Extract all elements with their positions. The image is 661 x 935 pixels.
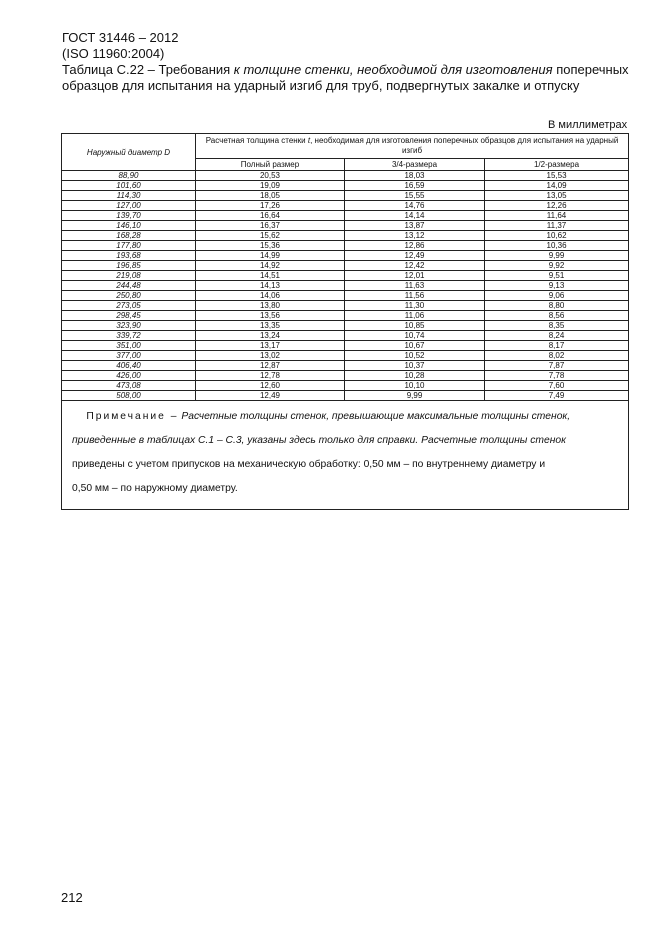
- cell-full-size: 16,64: [196, 211, 345, 221]
- cell-full-size: 12,78: [196, 371, 345, 381]
- table-row: [62, 321, 629, 331]
- cell-half: 9,13: [485, 281, 629, 291]
- table-caption: [62, 62, 632, 94]
- cell-half: 10,36: [485, 241, 629, 251]
- cell-three-quarter: 10,28: [345, 371, 485, 381]
- cell-half: 8,02: [485, 351, 629, 361]
- table-row: [62, 241, 629, 251]
- cell-half: 7,49: [485, 391, 629, 401]
- table-row: [62, 221, 629, 231]
- table-row: [62, 211, 629, 221]
- thickness-header-post: , необходимая для изготовления поперечных образцов для испытания на ударный изгиб: [310, 136, 619, 155]
- note-line1-text: Расчетные толщины стенок, превышающие максимальные толщины стенок,: [181, 411, 571, 422]
- cell-half: 9,99: [485, 251, 629, 261]
- cell-full-size: 13,24: [196, 331, 345, 341]
- cell-full-size: 14,92: [196, 261, 345, 271]
- cell-half: 12,26: [485, 201, 629, 211]
- col-header-three-quarter: 3/4-размера: [345, 159, 485, 171]
- table-row: [62, 331, 629, 341]
- cell-half: 11,37: [485, 221, 629, 231]
- cell-half: 13,05: [485, 191, 629, 201]
- cell-half: 8,35: [485, 321, 629, 331]
- cell-full-size: 17,26: [196, 201, 345, 211]
- note-line-1: [72, 405, 620, 429]
- cell-full-size: 13,80: [196, 301, 345, 311]
- cell-three-quarter: 12,49: [345, 251, 485, 261]
- cell-diameter: 88,90: [62, 171, 196, 181]
- cell-diameter: 146,10: [62, 221, 196, 231]
- table-row: [62, 371, 629, 381]
- cell-diameter: 250,80: [62, 291, 196, 301]
- cell-three-quarter: 11,56: [345, 291, 485, 301]
- iso-reference: (ISO 11960:2004): [62, 46, 165, 61]
- table-row: [62, 171, 629, 181]
- table-row: [62, 391, 629, 401]
- cell-full-size: 14,06: [196, 291, 345, 301]
- cell-three-quarter: 10,52: [345, 351, 485, 361]
- cell-three-quarter: 13,12: [345, 231, 485, 241]
- cell-full-size: 13,17: [196, 341, 345, 351]
- cell-three-quarter: 18,03: [345, 171, 485, 181]
- cell-diameter: 339,72: [62, 331, 196, 341]
- table-row: [62, 361, 629, 371]
- cell-three-quarter: 10,10: [345, 381, 485, 391]
- cell-three-quarter: 10,85: [345, 321, 485, 331]
- cell-half: 9,51: [485, 271, 629, 281]
- cell-three-quarter: 11,30: [345, 301, 485, 311]
- page-header: [62, 30, 632, 94]
- note-heading: Примечание –: [86, 411, 179, 422]
- cell-three-quarter: 11,06: [345, 311, 485, 321]
- cell-diameter: 139,70: [62, 211, 196, 221]
- cell-diameter: 508,00: [62, 391, 196, 401]
- cell-full-size: 20,53: [196, 171, 345, 181]
- cell-half: 9,06: [485, 291, 629, 301]
- cell-full-size: 19,09: [196, 181, 345, 191]
- cell-half: 8,56: [485, 311, 629, 321]
- cell-three-quarter: 14,14: [345, 211, 485, 221]
- cell-diameter: 244,48: [62, 281, 196, 291]
- cell-diameter: 323,90: [62, 321, 196, 331]
- table-row: [62, 271, 629, 281]
- cell-full-size: 18,05: [196, 191, 345, 201]
- note-line-4: 0,50 мм – по наружному диаметру.: [72, 483, 238, 494]
- table-row: [62, 351, 629, 361]
- cell-half: 14,09: [485, 181, 629, 191]
- cell-full-size: 12,49: [196, 391, 345, 401]
- cell-diameter: 168,28: [62, 231, 196, 241]
- table-row: [62, 261, 629, 271]
- units-label: В миллиметрах: [548, 119, 628, 131]
- cell-half: 8,17: [485, 341, 629, 351]
- cell-three-quarter: 10,37: [345, 361, 485, 371]
- table-row: [62, 301, 629, 311]
- cell-half: 7,87: [485, 361, 629, 371]
- cell-diameter: 426,00: [62, 371, 196, 381]
- table-row: [62, 281, 629, 291]
- col-header-diameter: Наружный диаметр D: [62, 134, 196, 171]
- table-note: [62, 401, 629, 510]
- cell-half: 7,78: [485, 371, 629, 381]
- cell-three-quarter: 12,86: [345, 241, 485, 251]
- cell-three-quarter: 13,87: [345, 221, 485, 231]
- cell-three-quarter: 15,55: [345, 191, 485, 201]
- cell-full-size: 16,37: [196, 221, 345, 231]
- cell-three-quarter: 10,74: [345, 331, 485, 341]
- cell-full-size: 15,36: [196, 241, 345, 251]
- cell-half: 9,92: [485, 261, 629, 271]
- cell-full-size: 13,35: [196, 321, 345, 331]
- thickness-header-t: t: [307, 136, 311, 145]
- cell-three-quarter: 11,63: [345, 281, 485, 291]
- wall-thickness-table: [61, 133, 629, 510]
- cell-three-quarter: 12,42: [345, 261, 485, 271]
- col-header-half: 1/2-размера: [485, 159, 629, 171]
- cell-diameter: 196,85: [62, 261, 196, 271]
- caption-rest: поперечных образцов для испытания на ударный изгиб для труб, подвергнутых закалке и отпуску: [62, 62, 629, 93]
- cell-full-size: 13,02: [196, 351, 345, 361]
- note-line-2: приведенные в таблицах С.1 – С.3, указаны здесь только для справки. Расчетные толщины стенок: [72, 435, 566, 446]
- col-header-full: Полный размер: [196, 159, 345, 171]
- table-row: [62, 201, 629, 211]
- cell-full-size: 12,87: [196, 361, 345, 371]
- cell-diameter: 473,08: [62, 381, 196, 391]
- cell-full-size: 12,60: [196, 381, 345, 391]
- cell-three-quarter: 12,01: [345, 271, 485, 281]
- cell-three-quarter: 10,67: [345, 341, 485, 351]
- col-header-thickness: [196, 134, 629, 159]
- cell-diameter: 114,30: [62, 191, 196, 201]
- table-row: [62, 341, 629, 351]
- cell-three-quarter: 9,99: [345, 391, 485, 401]
- cell-full-size: 15,62: [196, 231, 345, 241]
- cell-diameter: 298,45: [62, 311, 196, 321]
- cell-full-size: 14,99: [196, 251, 345, 261]
- cell-full-size: 14,13: [196, 281, 345, 291]
- cell-half: 15,53: [485, 171, 629, 181]
- cell-half: 8,80: [485, 301, 629, 311]
- caption-italic: к толщине стенки, необходимой для изготовления: [233, 62, 553, 77]
- cell-diameter: 101,60: [62, 181, 196, 191]
- cell-diameter: 273,05: [62, 301, 196, 311]
- cell-three-quarter: 14,76: [345, 201, 485, 211]
- standard-number: ГОСТ 31446 – 2012: [62, 30, 179, 45]
- cell-diameter: 351,00: [62, 341, 196, 351]
- cell-half: 8,24: [485, 331, 629, 341]
- cell-diameter: 219,08: [62, 271, 196, 281]
- caption-prefix: Таблица С.22 – Требования: [62, 62, 234, 77]
- cell-diameter: 377,00: [62, 351, 196, 361]
- table-row: [62, 231, 629, 241]
- cell-three-quarter: 16,59: [345, 181, 485, 191]
- table-body: [62, 171, 629, 401]
- cell-diameter: 406,40: [62, 361, 196, 371]
- cell-diameter: 127,00: [62, 201, 196, 211]
- cell-half: 7,60: [485, 381, 629, 391]
- table-row: [62, 191, 629, 201]
- table-row: [62, 291, 629, 301]
- table-row: [62, 181, 629, 191]
- cell-full-size: 13,56: [196, 311, 345, 321]
- cell-full-size: 14,51: [196, 271, 345, 281]
- note-line-3: приведены с учетом припусков на механическую обработку: 0,50 мм – по внутреннему диаметру и: [72, 459, 546, 470]
- page-number: 212: [61, 890, 83, 905]
- cell-diameter: 193,68: [62, 251, 196, 261]
- cell-half: 11,64: [485, 211, 629, 221]
- table-row: [62, 251, 629, 261]
- table-row: [62, 311, 629, 321]
- thickness-header-pre: Расчетная толщина стенки: [205, 136, 308, 145]
- table-row: [62, 381, 629, 391]
- cell-half: 10,62: [485, 231, 629, 241]
- cell-diameter: 177,80: [62, 241, 196, 251]
